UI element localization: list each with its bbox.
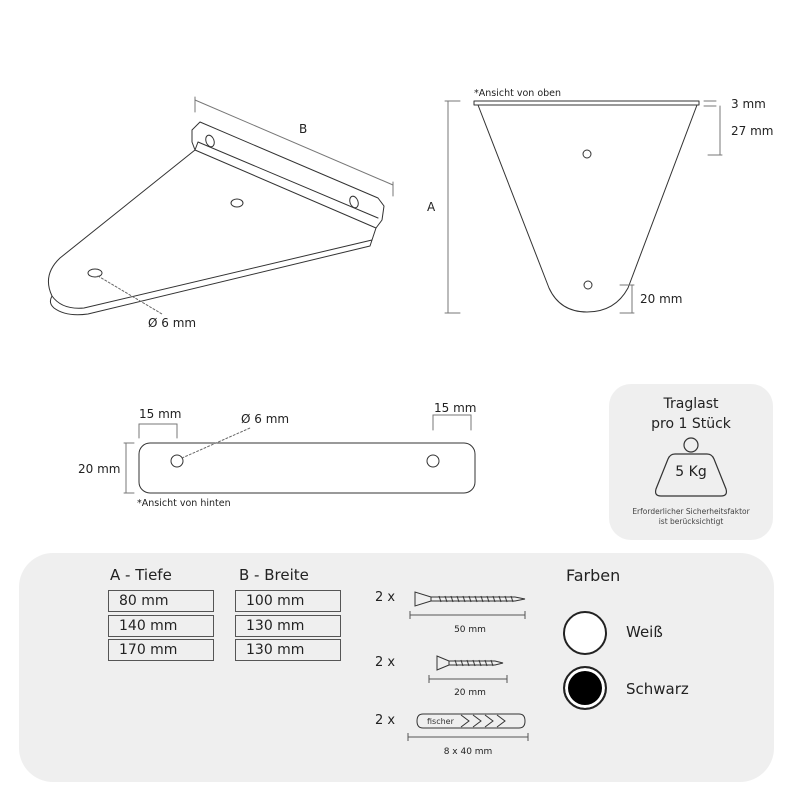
load-capacity-card: [609, 384, 773, 540]
color-label-white: Weiß: [626, 623, 663, 641]
top-view-caption: *Ansicht von oben: [474, 88, 562, 99]
column-header-depth: A - Tiefe: [110, 566, 172, 584]
back-hole-diameter-label: Ø 6 mm: [241, 412, 290, 426]
color-swatch-white[interactable]: [563, 611, 607, 655]
dim-b-label: B: [299, 122, 308, 136]
hole-diameter-label: Ø 6 mm: [148, 316, 197, 330]
back-view-caption: *Ansicht von hinten: [137, 498, 231, 509]
table-cell-depth: 80 mm: [108, 590, 214, 612]
dim-a-label: A: [427, 200, 436, 214]
dim-hole-offset-left: 15 mm: [139, 407, 182, 421]
dim-tip-label: 20 mm: [640, 292, 683, 306]
load-capacity-title: [609, 394, 773, 434]
short-screw-icon: [425, 648, 515, 688]
table-cell-width: 100 mm: [235, 590, 341, 612]
plug-brand-label: fischer: [427, 717, 454, 726]
column-header-width: B - Breite: [239, 566, 309, 584]
dim-flange-label: 27 mm: [731, 124, 774, 138]
dim-height-label: 20 mm: [78, 462, 121, 476]
bracket-back-view: [124, 415, 475, 493]
table-cell-depth: 170 mm: [108, 639, 214, 661]
load-title-line2: pro 1 Stück: [651, 416, 731, 432]
bracket-top-view: [445, 101, 722, 313]
color-swatch-black[interactable]: [563, 666, 607, 710]
long-screw-icon: [405, 584, 530, 624]
bracket-isometric-view: [48, 97, 393, 315]
table-cell-width: 130 mm: [235, 615, 341, 637]
hardware-caption: 50 mm: [454, 625, 486, 635]
load-title-line1: Traglast: [663, 396, 719, 412]
dim-hole-offset-right: 15 mm: [434, 401, 477, 415]
dim-thickness-label: 3 mm: [731, 97, 766, 111]
colors-title: Farben: [566, 566, 621, 585]
load-weight-value: 5 Kg: [675, 464, 707, 480]
wall-plug-icon: [403, 705, 533, 745]
hardware-caption: 8 x 40 mm: [443, 747, 493, 757]
hardware-qty: 2 x: [375, 590, 396, 605]
specs-panel: [19, 553, 774, 782]
safety-factor-note: [609, 507, 773, 527]
table-cell-depth: 140 mm: [108, 615, 214, 637]
table-cell-width: 130 mm: [235, 639, 341, 661]
hardware-caption: 20 mm: [454, 688, 486, 698]
safety-note-line2: ist berücksichtigt: [658, 517, 724, 526]
color-label-black: Schwarz: [626, 680, 689, 698]
hardware-qty: 2 x: [375, 713, 396, 728]
hardware-qty: 2 x: [375, 655, 396, 670]
safety-note-line1: Erforderlicher Sicherheitsfaktor: [632, 507, 750, 516]
